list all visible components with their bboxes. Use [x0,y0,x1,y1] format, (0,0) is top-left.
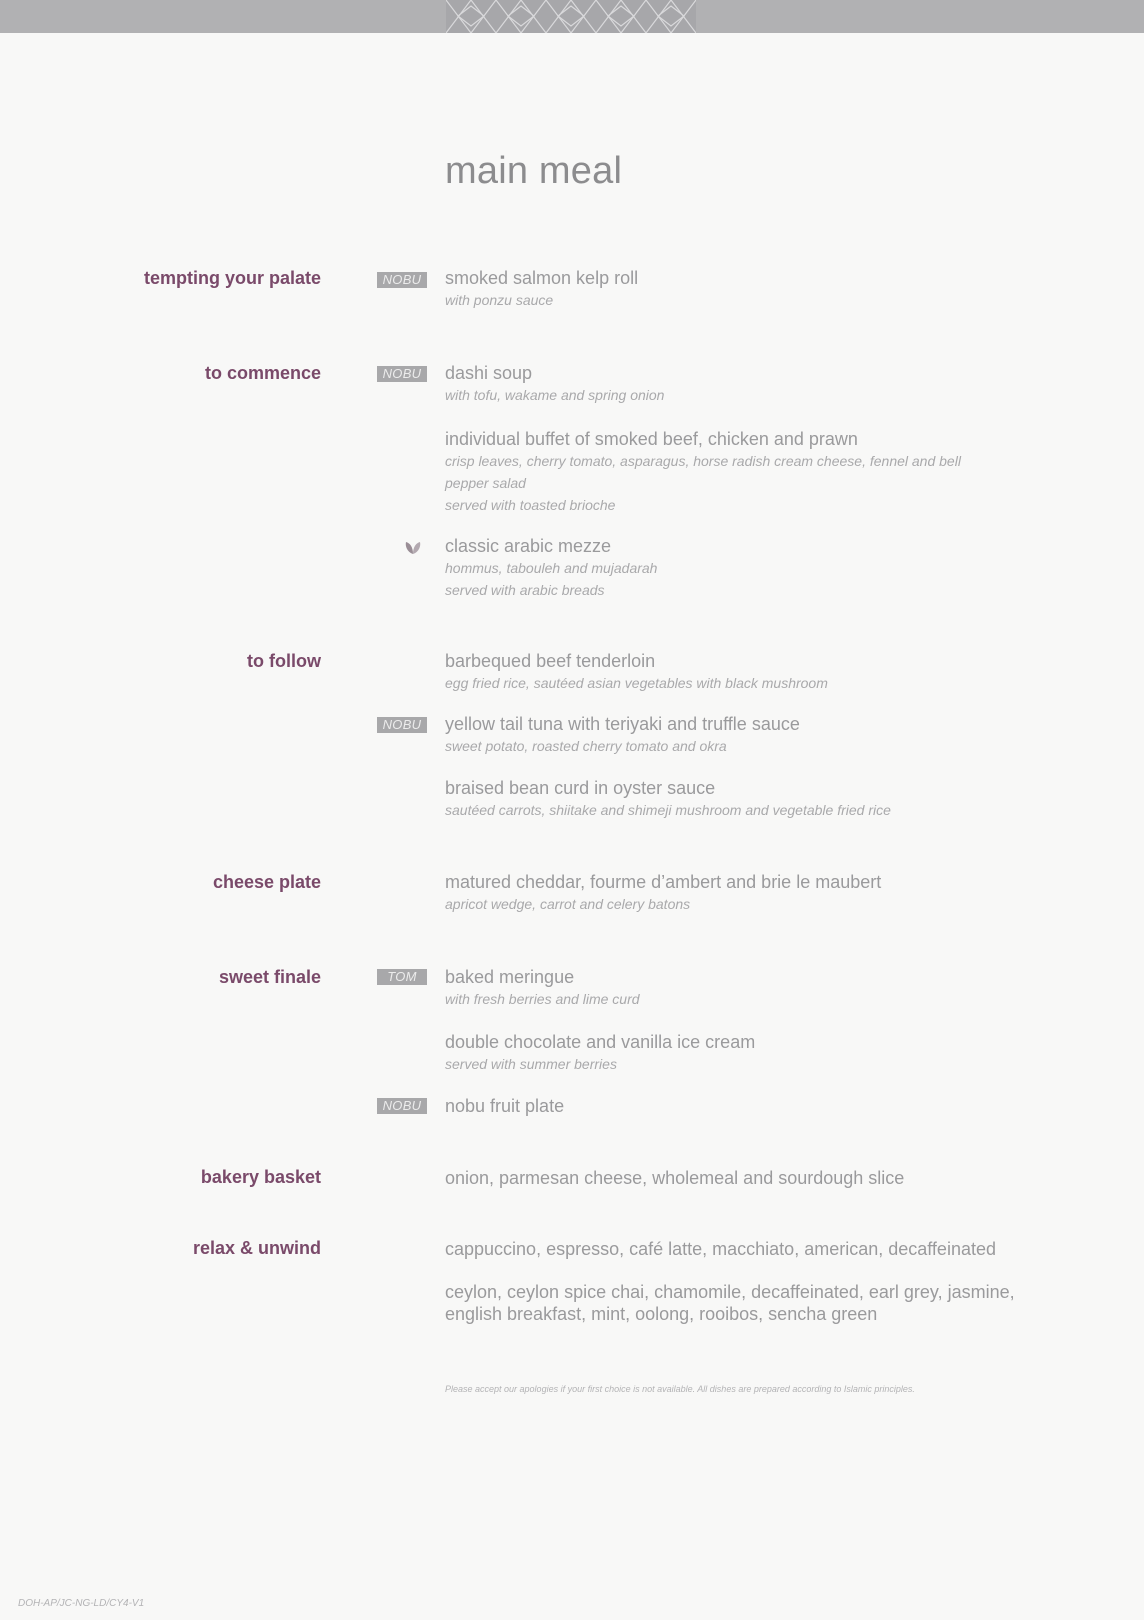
item-name: barbequed beef tenderloin [445,651,656,671]
menu-item-dashi [445,362,1045,406]
menu-item-meringue [445,966,1045,1010]
item-desc: served with arabic breads [445,582,605,598]
band-pattern [446,0,696,33]
tom-badge: TOM [377,969,427,985]
footnote: Please accept our apologies if your first choice is not available. All dishes are prepared according to Islamic principles. [445,1384,915,1394]
item-name: onion, parmesan cheese, wholemeal and sourdough slice [445,1168,905,1188]
section-label-sweet: sweet finale [218,967,321,987]
menu-item-icecream [445,1031,1045,1075]
menu-item-mezze [445,535,1045,601]
item-desc: egg fried rice, sautéed asian vegetables with black mushroom [445,675,828,691]
menu-item-bread [445,1167,1045,1189]
ornament-pattern-icon [446,0,696,33]
item-desc: pepper salad [445,475,526,491]
item-desc: served with summer berries [445,1056,617,1072]
top-decorative-band [0,0,1144,33]
item-desc: apricot wedge, carrot and celery batons [445,896,691,912]
section-label-commence: to commence [204,363,321,383]
item-name: english breakfast, mint, oolong, rooibos, sencha green [445,1304,878,1324]
leaf-icon [404,538,422,556]
item-desc: with ponzu sauce [445,292,554,308]
item-name: double chocolate and vanilla ice cream [445,1032,756,1052]
document-code: DOH-AP/JC-NG-LD/CY4-V1 [18,1598,145,1609]
nobu-badge: NOBU [377,717,427,733]
menu-item-tea [445,1281,1045,1325]
item-desc: with tofu, wakame and spring onion [445,387,665,403]
item-desc: with fresh berries and lime curd [445,991,640,1007]
menu-item-coffee [445,1238,1045,1260]
menu-item-cheese [445,871,1045,915]
item-desc: hommus, tabouleh and mujadarah [445,560,658,576]
item-desc: sautéed carrots, shiitake and shimeji mushroom and vegetable fried rice [445,802,891,818]
nobu-badge: NOBU [377,272,427,288]
page-title: main meal [445,150,623,192]
section-label-cheese: cheese plate [212,872,321,892]
item-desc: served with toasted brioche [445,497,616,513]
item-name: ceylon, ceylon spice chai, chamomile, decaffeinated, earl grey, jasmine, [445,1282,1015,1302]
item-name: cappuccino, espresso, café latte, macchiato, american, decaffeinated [445,1239,996,1259]
menu-item-beef [445,650,1045,694]
item-name: dashi soup [445,363,533,383]
section-label-tempting: tempting your palate [143,268,321,288]
item-name: yellow tail tuna with teriyaki and truffle sauce [445,714,800,734]
nobu-badge: NOBU [377,366,427,382]
section-label-follow: to follow [247,651,321,671]
menu-item-salmon [445,267,1045,311]
item-name: individual buffet of smoked beef, chicken and prawn [445,429,858,449]
item-name: nobu fruit plate [445,1096,565,1116]
section-label-bakery: bakery basket [200,1167,321,1187]
item-desc: sweet potato, roasted cherry tomato and okra [445,738,727,754]
item-name: smoked salmon kelp roll [445,268,639,288]
menu-item-beancurd [445,777,1045,821]
menu-item-tuna [445,713,1045,757]
menu-item-buffet [445,428,1045,516]
item-name: baked meringue [445,967,575,987]
item-name: matured cheddar, fourme d’ambert and brie le maubert [445,872,882,892]
nobu-badge: NOBU [377,1098,427,1114]
item-desc: crisp leaves, cherry tomato, asparagus, horse radish cream cheese, fennel and bell [445,453,961,469]
menu-item-fruit [445,1095,1045,1117]
item-name: classic arabic mezze [445,536,612,556]
item-name: braised bean curd in oyster sauce [445,778,716,798]
section-label-relax: relax & unwind [192,1238,321,1258]
